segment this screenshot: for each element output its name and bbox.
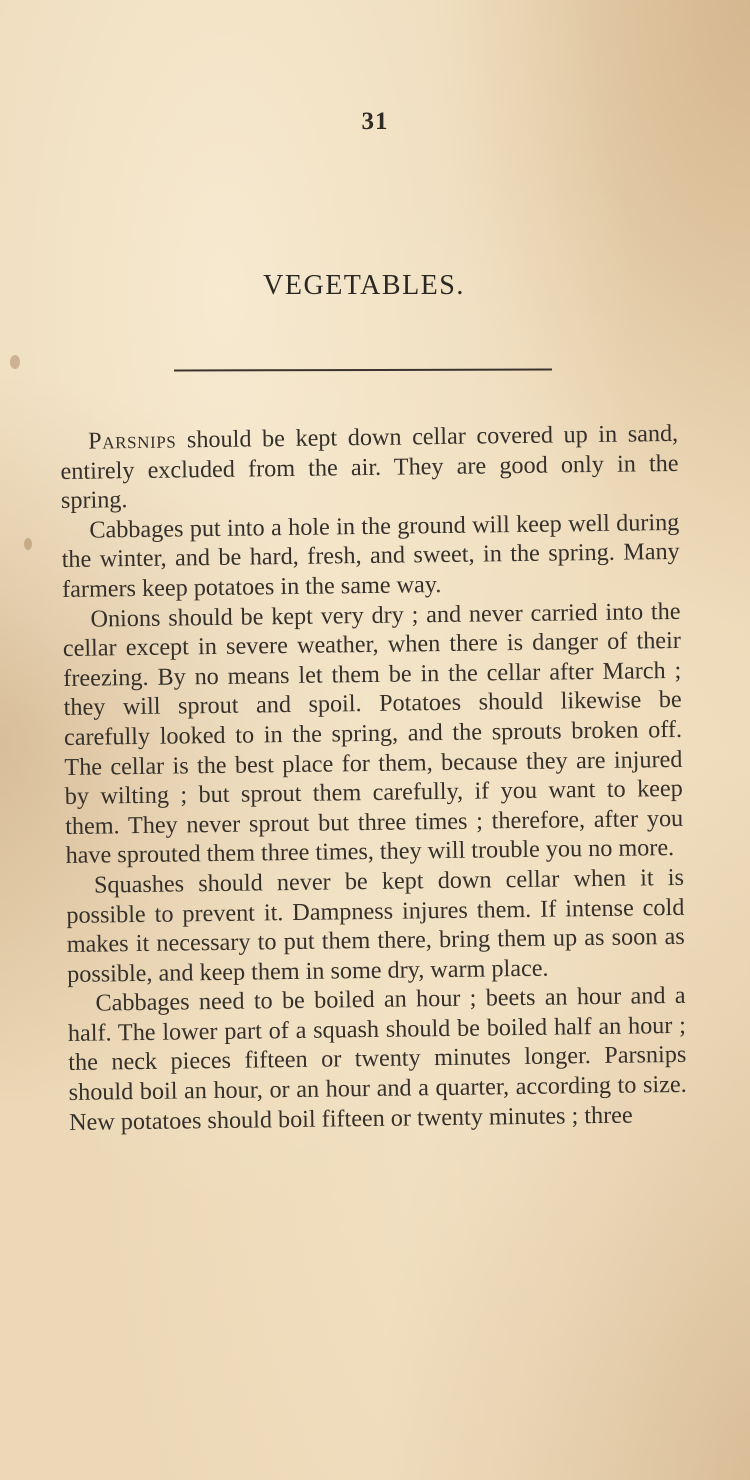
- paper-stain: [24, 538, 32, 550]
- section-title: VEGETABLES.: [263, 270, 465, 301]
- paragraph-onions-potatoes: Onions should be kept very dry ; and never carried into the cellar except in severe weather, when there is danger of their freezing. By no means let them be in the cellar after March ; they will sprout and spoil. Potatoes should likewise be carefully looked to in the spring, and the sprouts broken off. The cellar is the best place for them, because they are injured by wilting ; but sprout them carefully, if you want to keep them. They never sprout but three times ; therefore, after you have sprouted them three times, they will trouble you no more.: [62, 597, 684, 870]
- paragraph-squashes: Squashes should never be kept down cellar when it is possible to prevent it. Dampness injures them. If intense cold makes it necessary to put them there, bring them up as soon as possible, and keep them in some dry, warm place.: [66, 863, 685, 988]
- title-rule: [174, 369, 552, 372]
- paragraph-cabbages-storage: Cabbages put into a hole in the ground will keep well during the winter, and be hard, fresh, and sweet, in the spring. Many farmers keep potatoes in the same way.: [61, 508, 680, 603]
- paper-stain: [10, 355, 20, 369]
- page-number: 31: [361, 108, 389, 135]
- body-text: [60, 419, 687, 1137]
- paragraph-boiling-times: Cabbages need to be boiled an hour ; beets an hour and a half. The lower part of a squash should be boiled half an hour ; the neck pieces fifteen or twenty minutes longer. Parsnips should boil an hour, or an hour and a quarter, according to size. New potatoes should boil fifteen or twenty minutes ; three: [67, 982, 687, 1136]
- paragraph-lead-word: Parsnips: [88, 426, 177, 455]
- paragraph-parsnips: [60, 419, 679, 516]
- paragraph-text: should be kept down cellar covered up in sand, entirely excluded from the air. They are good only in the spring.: [60, 419, 679, 515]
